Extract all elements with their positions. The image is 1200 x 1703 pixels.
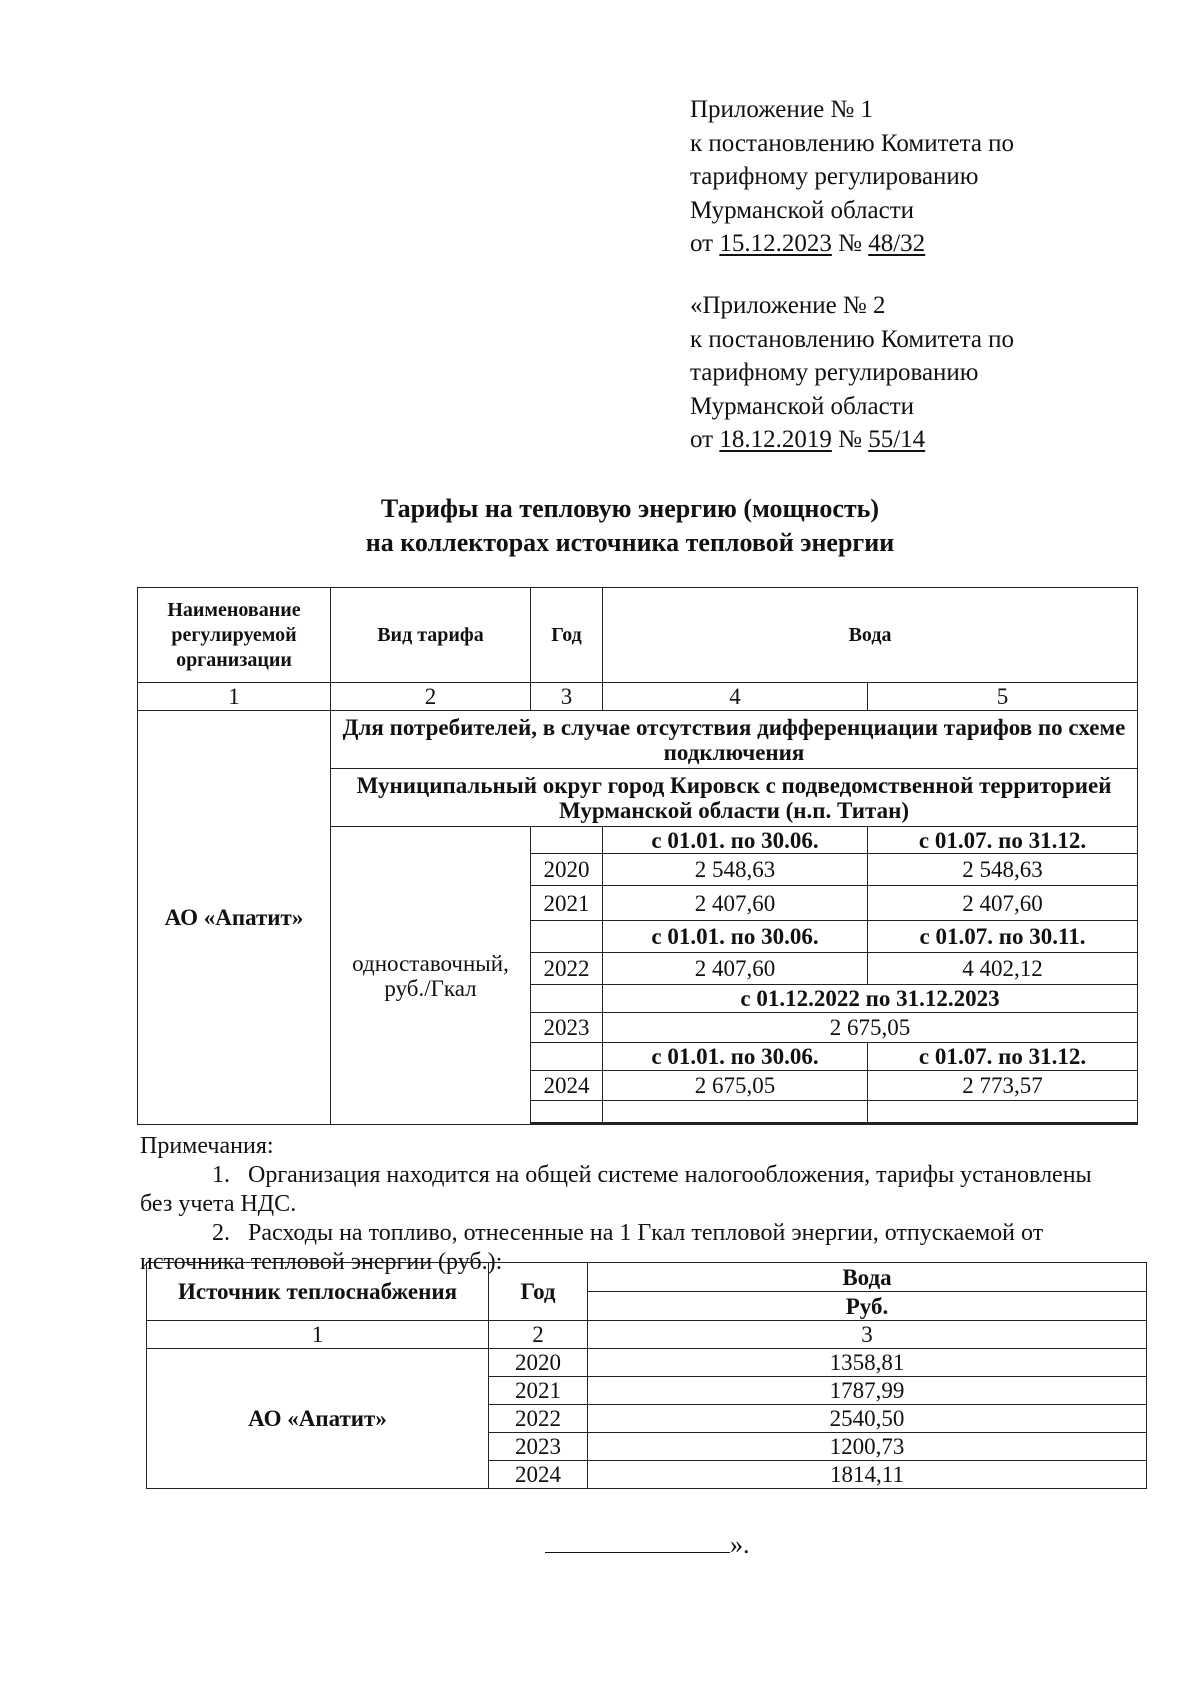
filler-cell (603, 1101, 868, 1123)
territory-name: Муниципальный округ город Кировск с подведомственной территорией Мурманской области (н.п. Титан) (331, 769, 1138, 827)
year-cell: 2021 (531, 886, 603, 921)
header-year: Год (531, 588, 603, 683)
date-prefix: от (690, 230, 720, 257)
header-org: Наименование регулируемой организации (138, 588, 331, 683)
header-tariff-type: Вид тарифа (331, 588, 531, 683)
year-cell-empty (531, 921, 603, 953)
column-number-row (147, 1321, 1147, 1349)
closing-mark (545, 1530, 750, 1560)
appendix-2-header (690, 289, 1130, 457)
year-cell: 2020 (489, 1349, 588, 1377)
tariff-value: 2 407,60 (868, 886, 1138, 921)
header-year: Год (489, 1263, 588, 1321)
appendix-1-date: 15.12.2023 (719, 230, 832, 257)
title-line-1: Тарифы на тепловую энергию (мощность) (380, 494, 880, 523)
note-item-1 (140, 1161, 1140, 1190)
appendix-2-date-line (690, 423, 1130, 457)
period-label: с 01.07. по 31.12. (868, 1043, 1138, 1071)
column-number-row (138, 683, 1138, 711)
period-label: с 01.07. по 30.11. (868, 921, 1138, 953)
year-cell-empty (531, 985, 603, 1013)
note-item-2 (140, 1219, 1140, 1248)
col-number: 5 (868, 683, 1138, 711)
col-number: 3 (588, 1321, 1147, 1349)
number-prefix: № (831, 230, 869, 257)
note-number: 1. (212, 1162, 230, 1188)
period-label: с 01.12.2022 по 31.12.2023 (603, 985, 1138, 1013)
year-cell: 2023 (531, 1013, 603, 1043)
note-item-2-cont: источника тепловой энергии (руб.): (140, 1249, 503, 1275)
fuel-value: 1787,99 (588, 1377, 1147, 1405)
note-text: Расходы на топливо, отнесенные на 1 Гкал тепловой энергии, отпускаемой от (248, 1220, 1044, 1246)
year-cell: 2022 (531, 953, 603, 985)
col-number: 4 (603, 683, 868, 711)
tariff-value: 2 773,57 (868, 1071, 1138, 1101)
filler-cell (531, 1124, 603, 1125)
organization-name: АО «Апатит» (138, 711, 331, 1125)
appendix-1-date-line (690, 227, 1130, 261)
header-water: Вода (588, 1263, 1147, 1292)
period-label: с 01.01. по 30.06. (603, 1043, 868, 1071)
table-row (138, 711, 1138, 769)
tariff-value: 2 675,05 (603, 1071, 868, 1101)
year-cell: 2021 (489, 1377, 588, 1405)
tariff-value: 2 407,60 (603, 886, 868, 921)
organization-name: АО «Апатит» (147, 1349, 489, 1489)
notes-heading: Примечания: (140, 1133, 274, 1159)
filler-cell (868, 1101, 1138, 1123)
appendix-1-number: 48/32 (868, 230, 926, 257)
col-number: 3 (531, 683, 603, 711)
fuel-value: 1358,81 (588, 1349, 1147, 1377)
fuel-value: 1200,73 (588, 1433, 1147, 1461)
appendix-2-number: 55/14 (868, 426, 926, 453)
note-item-1-cont: без учета НДС. (140, 1191, 297, 1217)
fuel-value: 1814,11 (588, 1461, 1147, 1489)
fuel-value: 2540,50 (588, 1405, 1147, 1433)
tariff-value: 2 548,63 (868, 854, 1138, 886)
date-prefix: от (690, 426, 720, 453)
notes-section (140, 1132, 1140, 1277)
year-cell: 2022 (489, 1405, 588, 1433)
title-line-2: на коллекторах источника тепловой энергии (365, 528, 895, 557)
header-water: Вода (603, 588, 1138, 683)
appendix-2-date: 18.12.2019 (719, 426, 832, 453)
note-number: 2. (212, 1220, 230, 1246)
consumer-note: Для потребителей, в случае отсутствия дифференциации тарифов по схеме подключения (331, 711, 1138, 769)
number-prefix: № (831, 426, 869, 453)
year-cell: 2024 (531, 1071, 603, 1101)
table-row (147, 1349, 1147, 1377)
col-number: 2 (489, 1321, 588, 1349)
fuel-cost-table (146, 1262, 1147, 1489)
appendix-1-line: Мурманской области (690, 196, 915, 224)
col-number: 1 (147, 1321, 489, 1349)
period-label: с 01.01. по 30.06. (603, 827, 868, 854)
appendix-2-line: тарифному регулированию (690, 359, 979, 386)
appendix-2-line: «Приложение № 2 (690, 292, 886, 319)
closing-quote: ». (730, 1530, 750, 1559)
signature-line (545, 1530, 730, 1553)
tariff-value: 2 548,63 (603, 854, 868, 886)
col-number: 1 (138, 683, 331, 711)
col-number: 2 (331, 683, 531, 711)
filler-cell (603, 1124, 868, 1125)
table-header-row (138, 588, 1138, 683)
appendix-2-line: Мурманской области (690, 392, 915, 420)
filler-cell (868, 1124, 1138, 1125)
year-cell-empty (531, 1043, 603, 1071)
period-label: с 01.07. по 31.12. (868, 827, 1138, 854)
year-cell: 2023 (489, 1433, 588, 1461)
year-cell: 2020 (531, 854, 603, 886)
header-source: Источник теплоснабжения (147, 1263, 489, 1321)
year-cell: 2024 (489, 1461, 588, 1489)
tariff-value: 2 675,05 (603, 1013, 1138, 1043)
tariff-value: 2 407,60 (603, 953, 868, 985)
appendix-1-header (690, 93, 1130, 261)
period-label: с 01.01. по 30.06. (603, 921, 868, 953)
tariff-value: 4 402,12 (868, 953, 1138, 985)
document-title (0, 492, 1200, 560)
note-text: Организация находится на общей системе налогообложения, тарифы установлены (248, 1162, 1092, 1188)
appendix-1-line: тарифному регулированию (690, 163, 979, 190)
year-cell-empty (531, 827, 603, 854)
header-unit: Руб. (588, 1292, 1147, 1321)
appendix-1-line: Приложение № 1 (690, 96, 874, 123)
tariff-type: одноставочный, руб./Гкал (331, 827, 531, 1125)
appendix-1-line: к постановлению Комитета по (690, 129, 1015, 157)
tariff-table (137, 587, 1138, 1125)
appendix-2-line: к постановлению Комитета по (690, 325, 1015, 353)
filler-cell (531, 1101, 603, 1123)
table-header-row (147, 1263, 1147, 1292)
